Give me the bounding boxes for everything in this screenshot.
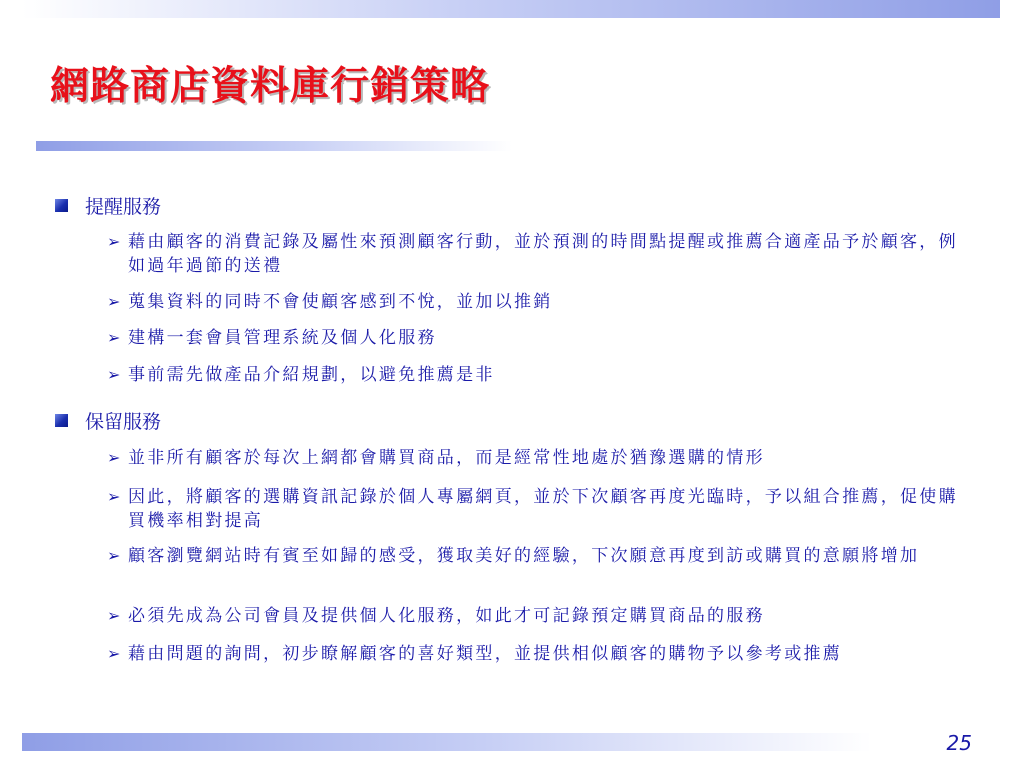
section-retention-service [55,407,161,433]
list-item [107,326,977,350]
list-item-text: 並非所有顧客於每次上網都會購買商品，而是經常性地處於猶豫選購的情形 [128,448,765,468]
arrow-bullet-icon: ➢ [107,448,121,467]
list-item [107,642,977,666]
section-title: 保留服務 [85,410,162,433]
square-bullet-icon [55,414,68,427]
arrow-bullet-icon: ➢ [107,328,121,347]
slide-title: 網路商店資料庫行銷策略 [50,63,491,109]
section-title: 提醒服務 [85,195,162,218]
section-heading [55,192,161,218]
arrow-bullet-icon: ➢ [107,546,121,565]
list-item-text: 必須先成為公司會員及提供個人化服務，如此才可記錄預定購買商品的服務 [128,606,765,626]
list-item [107,485,977,533]
list-item [107,230,977,278]
bottom-decorative-bar [22,733,872,751]
arrow-bullet-icon: ➢ [107,232,121,251]
list-item [107,604,977,628]
list-item [107,544,977,568]
arrow-bullet-icon: ➢ [107,365,121,384]
list-item-text: 藉由問題的詢問，初步瞭解顧客的喜好類型，並提供相似顧客的購物予以參考或推薦 [128,644,843,664]
list-item-text: 事前需先做產品介紹規劃，以避免推薦是非 [128,365,495,385]
list-item [107,290,977,314]
list-item [107,446,977,470]
arrow-bullet-icon: ➢ [107,606,121,625]
top-decorative-bar [22,0,1000,18]
section-heading [55,407,161,433]
list-item [107,363,977,387]
list-item-text: 顧客瀏覽網站時有賓至如歸的感受，獲取美好的經驗，下次願意再度到訪或購買的意願將增加 [128,546,920,566]
list-item-text: 因此，將顧客的選購資訊記錄於個人專屬網頁，並於下次顧客再度光臨時，予以組合推薦，促使購買機率相對提高 [128,487,958,531]
arrow-bullet-icon: ➢ [107,644,121,663]
list-item-text: 建構一套會員管理系統及個人化服務 [128,328,437,348]
title-underline-bar [36,141,512,151]
arrow-bullet-icon: ➢ [107,487,121,506]
list-item-text: 蒐集資料的同時不會使顧客感到不悅，並加以推銷 [128,292,553,312]
square-bullet-icon [55,199,68,212]
page-number: 25 [946,731,972,755]
section-reminder-service [55,192,161,218]
list-item-text: 藉由顧客的消費記錄及屬性來預測顧客行動，並於預測的時間點提醒或推薦合適產品予於顧客，例如過年過節的送禮 [128,232,958,276]
arrow-bullet-icon: ➢ [107,292,121,311]
